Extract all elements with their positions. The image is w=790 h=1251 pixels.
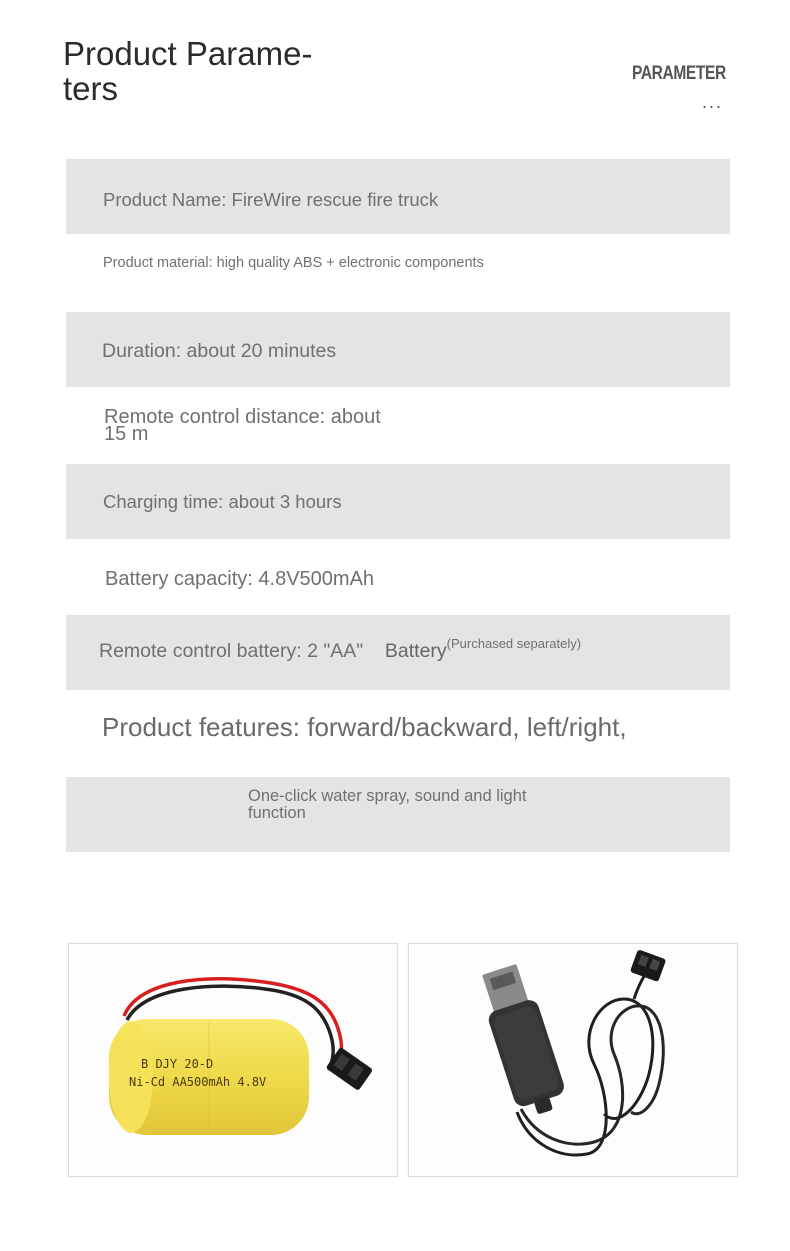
param-row-features-cont xyxy=(66,777,730,852)
param-name: Product Name: FireWire rescue fire truck xyxy=(103,189,439,210)
param-features-cont: One-click water spray, sound and light function xyxy=(248,787,527,822)
param-row-material xyxy=(66,237,730,312)
usb-cable-image xyxy=(408,943,738,1177)
param-row-duration xyxy=(66,312,730,387)
battery-illustration xyxy=(69,944,397,1176)
param-row-charging xyxy=(66,464,730,539)
param-row-features xyxy=(66,690,730,765)
param-distance: Remote control distance: about 15 m xyxy=(104,406,381,445)
battery-label-line1: B DJY 20-D xyxy=(141,1057,214,1071)
remote-battery-note: (Purchased separately) xyxy=(446,636,582,651)
param-row-distance xyxy=(66,390,730,465)
remote-battery-main: Remote control battery: 2 "AA" xyxy=(99,640,364,662)
page-title: Product Parame-ters xyxy=(63,35,313,107)
param-charging: Charging time: about 3 hours xyxy=(103,491,342,512)
param-duration: Duration: about 20 minutes xyxy=(102,340,337,362)
battery-label-line2: Ni-Cd AA500mAh 4.8V xyxy=(129,1075,267,1089)
remote-battery-word: Battery xyxy=(384,640,447,662)
param-material: Product material: high quality ABS + electronic components xyxy=(103,255,484,271)
battery-image xyxy=(68,943,398,1177)
usb-cable-illustration xyxy=(409,944,737,1176)
ellipsis-dots: ... xyxy=(702,92,724,112)
param-row-remote-battery xyxy=(66,615,730,690)
param-row-name xyxy=(66,159,730,234)
param-remote-battery xyxy=(99,636,582,663)
param-capacity: Battery capacity: 4.8V500mAh xyxy=(105,568,375,590)
param-features: Product features: forward/backward, left/right, xyxy=(102,712,627,742)
parameter-badge: PARAMETER xyxy=(632,63,726,84)
param-row-capacity xyxy=(66,541,730,616)
